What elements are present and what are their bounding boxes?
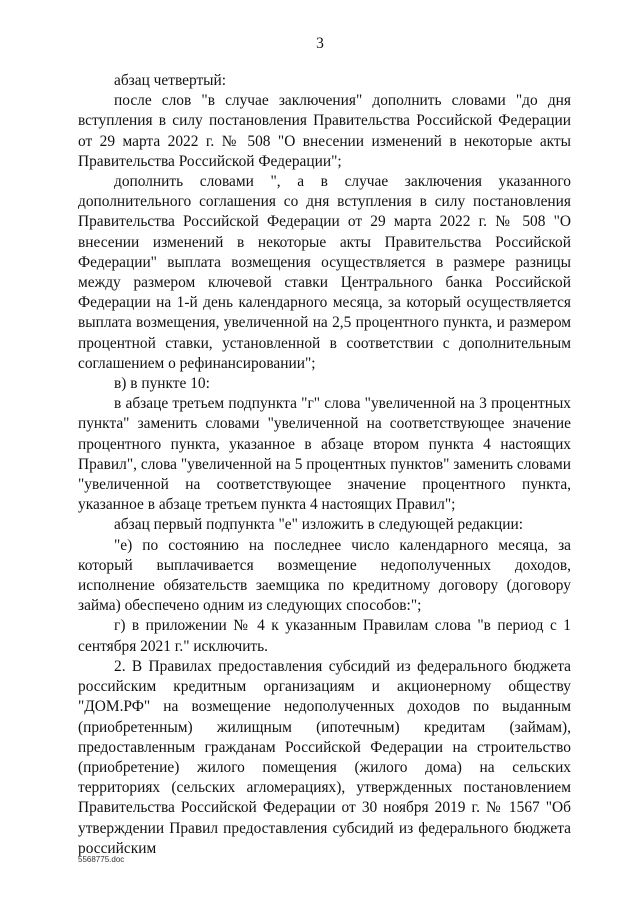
document-body	[78, 71, 571, 859]
paragraph-7: "е) по состоянию на последнее число календарного месяца, за который выплачивается возмещение недополученных доходов, исполнение обязательств заемщика по кредитному договору (договору займа) обеспечено одним из следующих способов:";	[78, 536, 571, 615]
page-number: 3	[316, 35, 324, 52]
paragraph-3: дополнить словами ", а в случае заключения указанного дополнительного соглашения со дня вступления в силу постановления Правительства Российской Федерации от 29 марта 2022 г. № 508 "О внесении изменений в некоторые акты Правительства Российской Федерации" выплата возмещения осуществляется в размере разницы между размером ключевой ставки Центрального банка Российской Федерации на 1-й день календарного месяца, за который осуществляется выплата возмещения, увеличенной на 2,5 процентного пункта, и размером процентной ставки, установленной в соответствии с дополнительным соглашением о рефинансировании";	[78, 173, 571, 372]
paragraph-4: в) в пункте 10:	[114, 375, 210, 393]
paragraph-5: в абзаце третьем подпункта "г" слова "увеличенной на 3 процентных пункта" заменить словами "увеличенной на соответствующее значение процентного пункта, указанное в абзаце втором пункта 4 настоящих Правил", слова "увеличенной на 5 процентных пунктов" заменить словами "увеличенной на соответствующее значение процентного пункта, указанное в абзаце третьем пункта 4 настоящих Правил";	[78, 395, 571, 514]
footer-filename: 5568775.doc	[78, 855, 125, 864]
paragraph-2: после слов "в случае заключения" дополнить словами "до дня вступления в силу постановления Правительства Российской Федерации от 29 марта 2022 г. № 508 "О внесении изменений в некоторые акты Правительства Российской Федерации";	[78, 92, 571, 170]
paragraph-9: 2. В Правилах предоставления субсидий из федерального бюджета российским кредитным организациям и акционерному обществу "ДОМ.РФ" на возмещение недополученных доходов по выданным (приобретенным) жилищным (ипотечным) кредитам (займам), предоставленным гражданам Российской Федерации на строительство (приобретение) жилого помещения (жилого дома) на сельских территориях (сельских агломерациях), утвержденных постановлением Правительства Российской Федерации от 30 ноября 2019 г. № 1567 "Об утверждении Правил предоставления субсидий из федерального бюджета российским	[78, 657, 571, 857]
paragraph-6: абзац первый подпункта "е" изложить в следующей редакции:	[114, 516, 523, 534]
paragraph-8: г) в приложении № 4 к указанным Правилам слова "в период с 1 сентября 2021 г." исключить.	[78, 617, 571, 655]
paragraph-1: абзац четвертый:	[114, 72, 227, 89]
